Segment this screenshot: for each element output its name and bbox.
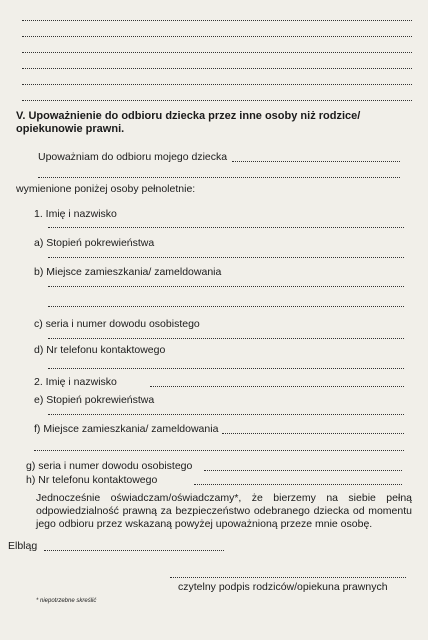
fill-line[interactable]: [22, 36, 412, 37]
child-name-line-2[interactable]: [38, 177, 400, 178]
date-line[interactable]: [44, 550, 224, 551]
signature-line[interactable]: [170, 577, 406, 578]
person2-name-label: 2. Imię i nazwisko: [34, 376, 117, 388]
place-label: Elbląg: [8, 540, 38, 552]
fill-line[interactable]: [22, 68, 412, 69]
person2-address-line[interactable]: [222, 433, 404, 434]
persons-intro: wymienione poniżej osoby pełnoletnie:: [16, 183, 196, 195]
fill-line[interactable]: [22, 100, 412, 101]
section-heading: V. Upoważnienie do odbioru dziecka przez inne osoby niż rodzice/ opiekunowie prawni.: [16, 110, 361, 135]
person2-address-line-2[interactable]: [34, 450, 404, 451]
fill-line[interactable]: [22, 84, 412, 85]
person2-phone-line[interactable]: [194, 484, 402, 485]
person2-phone-label: h) Nr telefonu kontaktowego: [26, 474, 158, 486]
person1-phone-line[interactable]: [48, 368, 404, 369]
person1-id-label: c) seria i numer dowodu osobistego: [34, 318, 200, 330]
person2-id-line[interactable]: [204, 470, 402, 471]
signature-label: czytelny podpis rodziców/opiekuna prawnych: [178, 581, 388, 593]
person1-phone-label: d) Nr telefonu kontaktowego: [34, 344, 166, 356]
authorize-label: Upoważniam do odbioru mojego dziecka: [38, 151, 228, 163]
person2-name-line-2[interactable]: [48, 414, 404, 415]
person1-name-label: 1. Imię i nazwisko: [34, 208, 117, 220]
person1-address-line-2[interactable]: [48, 306, 404, 307]
person2-relation-label: e) Stopień pokrewieństwa: [34, 394, 155, 406]
person1-address-label: b) Miejsce zamieszkania/ zameldowania: [34, 266, 222, 278]
footnote: * niepotrzebne skreślić: [36, 598, 97, 604]
fill-line[interactable]: [22, 20, 412, 21]
person1-relation-line[interactable]: [48, 257, 404, 258]
fill-line[interactable]: [22, 52, 412, 53]
person1-address-line[interactable]: [48, 286, 404, 287]
person2-address-label: f) Miejsce zamieszkania/ zameldowania: [34, 423, 219, 435]
person2-name-line[interactable]: [150, 386, 404, 387]
declaration-text: Jednocześnie oświadczam/oświadczamy*, że bierzemy na siebie pełną odpowiedzialność prawną za bezpieczeństwo odebranego dziecka od momentu jego odbioru przez wskazaną powyżej upoważnioną przeze mnie osobę.: [36, 492, 412, 530]
person2-id-label: g) seria i numer dowodu osobistego: [26, 460, 193, 472]
person1-id-line[interactable]: [48, 338, 404, 339]
person1-name-line[interactable]: [48, 227, 404, 228]
person1-relation-label: a) Stopień pokrewieństwa: [34, 237, 155, 249]
child-name-line[interactable]: [232, 161, 400, 162]
